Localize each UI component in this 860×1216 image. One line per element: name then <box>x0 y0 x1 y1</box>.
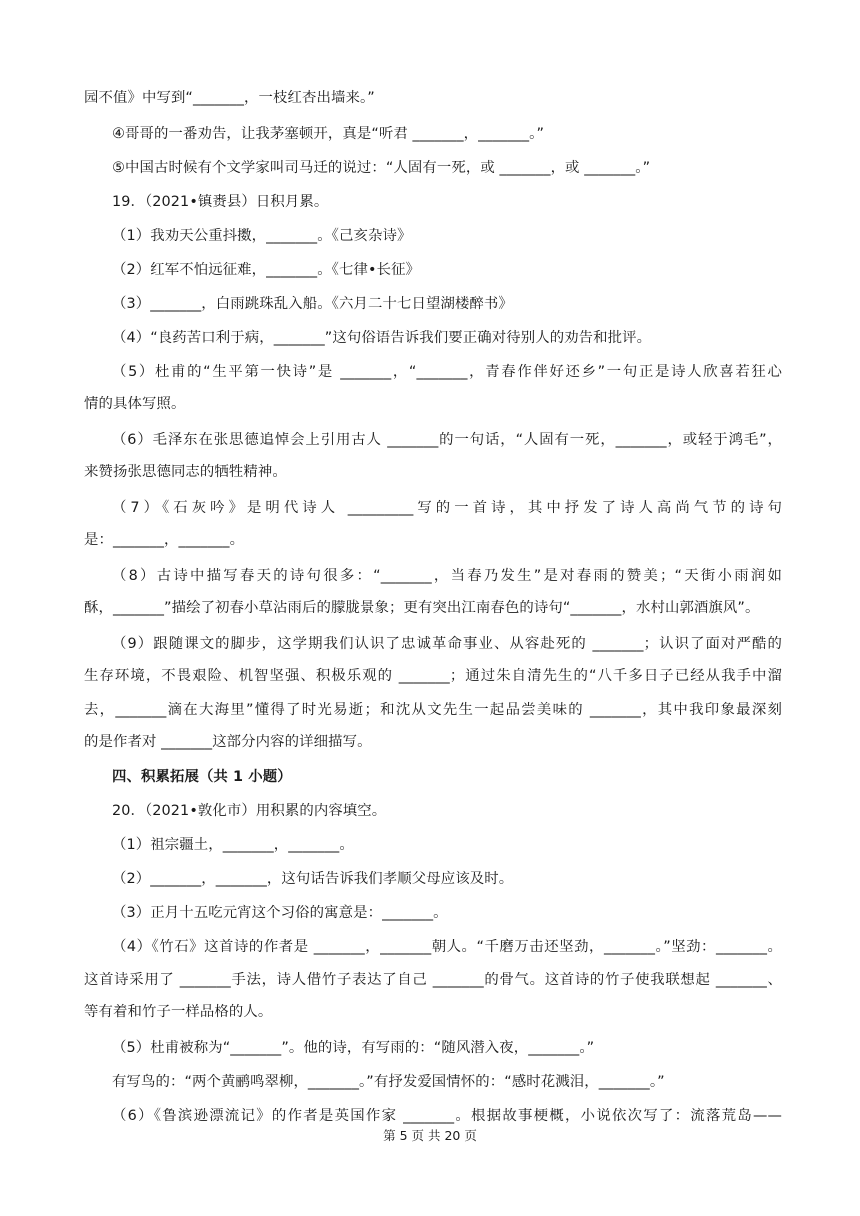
text-line: （4）《竹石》这首诗的作者是 _______，_______朝人。“千磨万击还坚劲，_______。”坚劲：_______。 <box>112 939 782 955</box>
text-line: 有写鸟的：“两个黄鹂鸣翠柳，_______。”有抒发爱国情怀的：“感时花溅泪，_______。” <box>112 1074 665 1090</box>
text-line: 情的具体写照。 <box>84 396 186 412</box>
text-line: （2）_______，_______，这句话告诉我们孝顺父母应该及时。 <box>112 871 514 887</box>
text-line: （1）祖宗疆土，_______，_______。 <box>112 837 354 853</box>
section-heading: 四、积累拓展（共 1 小题） <box>112 769 292 785</box>
question-heading: 19．（2021•镇赉县）日积月累。 <box>112 194 329 210</box>
text-line: 的是作者对 _______这部分内容的详细描写。 <box>84 734 372 750</box>
text-line: （6）《鲁滨逊漂流记》的作者是英国作家 _______。根据故事梗概，小说依次写了：流落荒岛—— <box>112 1108 782 1124</box>
text-line: （4）“良药苦口利于病，_______”这句俗语告诉我们要正确对待别人的劝告和批评。 <box>112 330 652 346</box>
text-line: （5）杜甫被称为“_______”。他的诗，有写雨的：“随风潜入夜，_______。” <box>112 1040 595 1056</box>
text-line: （1）我劝天公重抖擞，_______。《己亥杂诗》 <box>112 228 412 244</box>
text-line: 这首诗采用了 _______手法，诗人借竹子表达了自己 _______的骨气。这首诗的竹子使我联想起 _______、 <box>84 972 782 988</box>
text-line: ⑤中国古时候有个文学家叫司马迁的说过：“人固有一死，或 _______，或 _______。” <box>112 160 651 176</box>
text-line: 酥，_______”描绘了初春小草沾雨后的朦胧景象；更有突出江南春色的诗句“_______，水村山郭酒旗风”。 <box>84 600 760 616</box>
text-line: （7）《石灰吟》是明代诗人 _________写的一首诗，其中抒发了诗人高尚气节的诗句 <box>112 500 782 516</box>
text-line: 去，_______滴在大海里”懂得了时光易逝；和沈从文先生一起品尝美味的 _______，其中我印象最深刻 <box>84 702 782 718</box>
text-line: （3）正月十五吃元宵这个习俗的寓意是：_______。 <box>112 905 448 921</box>
question-heading: 20．（2021•敦化市）用积累的内容填空。 <box>112 803 387 819</box>
text-line: （5）杜甫的“生平第一快诗”是 _______，“_______，青春作伴好还乡”一句正是诗人欣喜若狂心 <box>112 364 782 380</box>
text-line: 来赞扬张思德同志的牺牲精神。 <box>84 464 287 480</box>
text-line: （8）古诗中描写春天的诗句很多：“_______，当春乃发生”是对春雨的赞美；“天街小雨润如 <box>112 568 782 584</box>
page-footer: 第 5 页 共 20 页 <box>383 1128 477 1143</box>
text-line: （6）毛泽东在张思德追悼会上引用古人 _______的一句话，“人固有一死，_______，或轻于鸿毛”， <box>112 432 782 448</box>
text-line: 生存环境，不畏艰险、机智坚强、积极乐观的 _______；通过朱自清先生的“八千多日子已经从我手中溜 <box>84 668 782 684</box>
text-line: （9）跟随课文的脚步，这学期我们认识了忠诚革命事业、从容赴死的 _______；认识了面对严酷的 <box>112 636 782 652</box>
text-line: 是：_______，_______。 <box>84 532 245 548</box>
text-line: ④哥哥的一番劝告，让我茅塞顿开，真是“听君 _______，_______。” <box>112 126 545 142</box>
text-line: 等有着和竹子一样品格的人。 <box>84 1004 273 1020</box>
text-line: （3）_______，白雨跳珠乱入船。《六月二十七日望湖楼醉书》 <box>112 296 513 312</box>
text-line: （2）红军不怕远征难，_______。《七律•长征》 <box>112 262 421 278</box>
text-line: 园不值》中写到“_______，一枝红杏出墙来。” <box>84 90 375 106</box>
